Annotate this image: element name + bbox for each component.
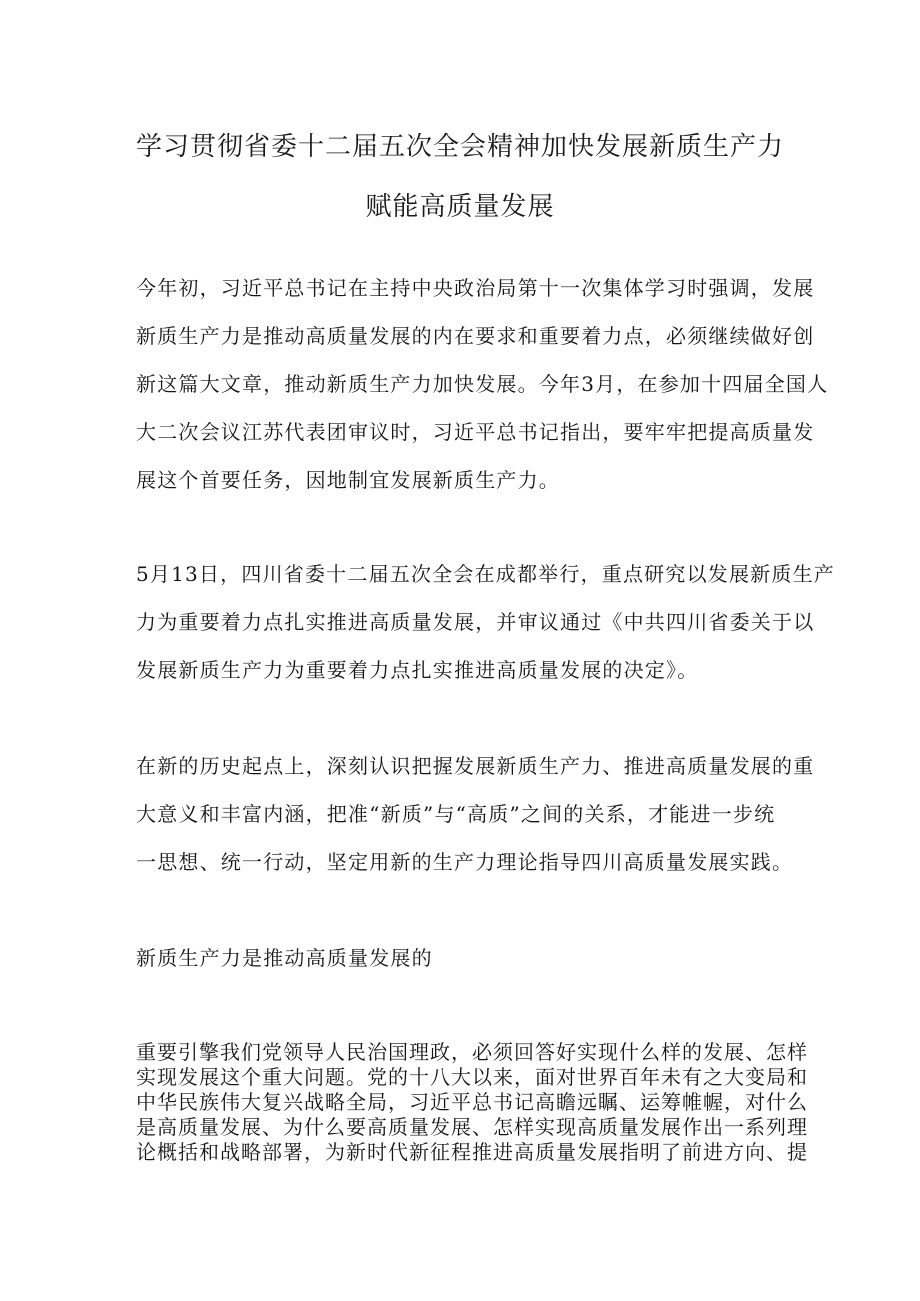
paragraph-line: 大二次会议江苏代表团审议时，习近平总书记指出，要牢牢把提高质量发 xyxy=(136,420,815,444)
paragraph-line: 大意义和丰富内涵，把准“新质”与“高质”之间的关系，才能进一步统 xyxy=(136,802,776,826)
paragraph-intro xyxy=(136,264,829,504)
paragraph-line: 新质生产力是推动高质量发展的内在要求和重要着力点，必须继续做好创 xyxy=(136,324,815,348)
paragraph-line: 重要引擎我们党领导人民治国理政，必须回答好实现什么样的发展、怎样 xyxy=(136,1040,808,1064)
document-title-line-2: 赋能高质量发展 xyxy=(365,192,555,222)
paragraph-engine xyxy=(136,1040,808,1165)
paragraph-line: 今年初，习近平总书记在主持中央政治局第十一次集体学习时强调，发展 xyxy=(136,276,815,300)
paragraph-line: 发展新质生产力为重要着力点扎实推进高质量发展的决定》。 xyxy=(136,658,699,682)
paragraph-line: 展这个首要任务，因地制宜发展新质生产力。 xyxy=(136,468,560,492)
paragraph-significance xyxy=(136,742,815,886)
paragraph-line: 5月13日，四川省委十二届五次全会在成都举行，重点研究以发展新质生产 xyxy=(136,562,835,586)
paragraph-line: 力为重要着力点扎实推进高质量发展，并审议通过《中共四川省委关于以 xyxy=(136,610,815,634)
paragraph-plenary xyxy=(136,550,835,694)
section-heading-text: 新质生产力是推动高质量发展的 xyxy=(136,946,433,970)
paragraph-line: 在新的历史起点上，深刻认识把握发展新质生产力、推进高质量发展的重 xyxy=(136,754,815,778)
paragraph-line: 一思想、统一行动，坚定用新的生产力理论指导四川高质量发展实践。 xyxy=(136,850,794,874)
paragraph-line: 新这篇大文章，推动新质生产力加快发展。今年3月，在参加十四届全国人 xyxy=(136,372,829,396)
paragraph-line: 中华民族伟大复兴战略全局，习近平总书记高瞻远瞩、运筹帷幄，对什么 xyxy=(136,1090,808,1114)
paragraph-line: 是高质量发展、为什么要高质量发展、怎样实现高质量发展作出一系列理 xyxy=(136,1115,808,1139)
paragraph-line: 论概括和战略部署，为新时代新征程推进高质量发展指明了前进方向、提 xyxy=(136,1140,808,1164)
paragraph-line: 实现发展这个重大问题。党的十八大以来，面对世界百年未有之大变局和 xyxy=(136,1065,808,1089)
document-title-line-1: 学习贯彻省委十二届五次全会精神加快发展新质生产力 xyxy=(135,132,784,162)
section-heading xyxy=(136,938,796,978)
